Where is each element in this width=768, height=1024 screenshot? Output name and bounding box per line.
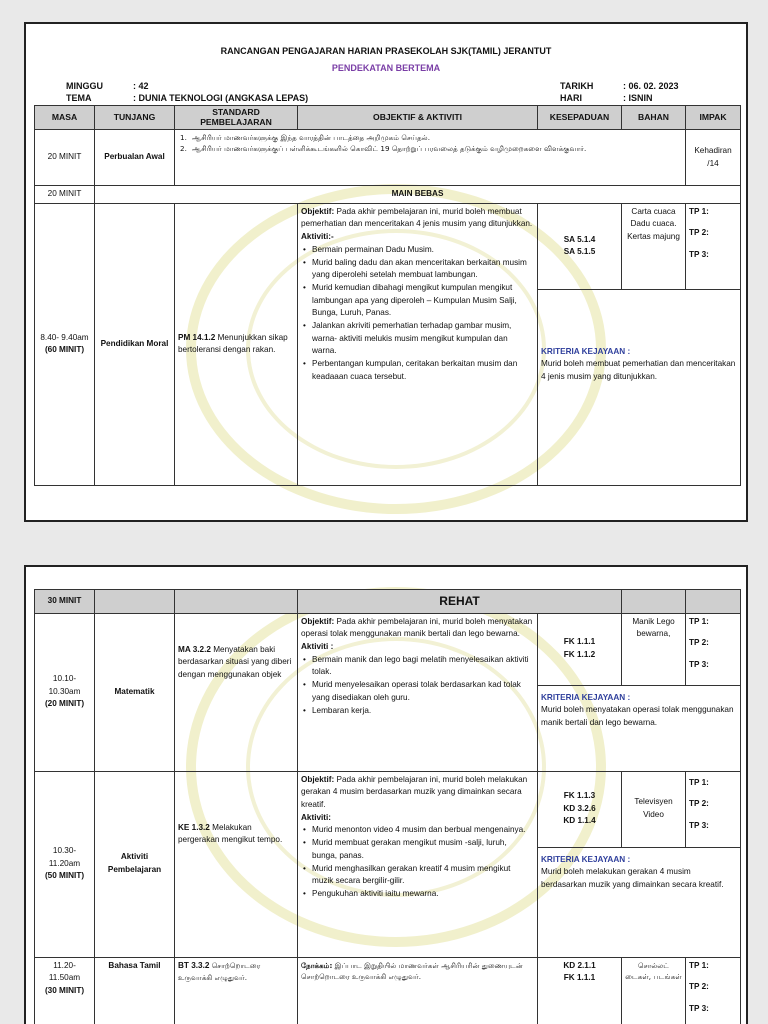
aktiviti-kriteria: KRITERIA KEJAYAAN : Murid boleh melakukan gerakan 4 musim berdasarkan muzik yang dimainkan secara kreatif.: [538, 847, 741, 957]
perbualan-content: [175, 130, 686, 186]
moral-objektif-aktiviti: Objektif: Pada akhir pembelajaran ini, murid boleh membuat pemerhatian dan menceritakan 4 jenis musim yang ditunjukkan. Aktiviti:- • Bermain permainan Dadu Musim. • Murid baling dadu dan akan menceritakan berkaitan musim yang diperolehi setelah membuat lambungan. • Murid kemudian dibahagi mengikut kumpulan mengikut lambungan apa yang diperoleh – Kumpulan Musim Salji, Bunga, Luruh, Panas. • Jalankan akriviti pemerhatian terhadap gambar musim, warna- aktiviti melukis musim mengikut kumpulan dan warna. • Perbentangan kumpulan, ceritakan berkaitan musim dan keadaaan cuaca tersebut.: [298, 203, 538, 485]
matematik-kesepaduan: FK 1.1.1 FK 1.1.2: [538, 613, 622, 685]
col-masa: MASA: [35, 106, 95, 130]
moral-bahan: Carta cuaca Dadu cuaca. Kertas majung: [622, 203, 686, 289]
list-item: • Murid menyelesaikan operasi tolak berdasarkan kad tolak yang disediakan oleh guru.: [301, 679, 534, 704]
list-item: • Murid baling dadu dan akan menceritakan berkaitan musim yang diperolehi setelah membuat lambungan.: [301, 257, 534, 282]
moral-kriteria: KRITERIA KEJAYAAN : Murid boleh membuat pemerhatian dan menceritakan 4 jenis musim yang ditunjukkan.: [538, 289, 741, 485]
tamil-masa: 11.20- 11.50am (30 MINIT): [35, 957, 95, 1024]
matematik-bahan: Manik Lego bewarna,: [622, 613, 686, 685]
row-rehat: [35, 590, 741, 614]
list-item: • Perbentangan kumpulan, ceritakan berkaitan musim dan keadaaan cuaca tersebut.: [301, 358, 534, 383]
row-perbualan-awal: [35, 130, 741, 186]
rehat-label: REHAT: [298, 590, 622, 614]
tamil-impak: TP 1: TP 2: TP 3:: [686, 957, 741, 1024]
tamil-bahan: சொல்லட் டைகள், படங்கள்: [622, 957, 686, 1024]
hari-value: : ISNIN: [623, 93, 653, 103]
aktiviti-kesepaduan: FK 1.1.3 KD 3.2.6 KD 1.1.4: [538, 771, 622, 847]
row-main-bebas: [35, 186, 741, 204]
tarikh-label: TARIKH: [560, 81, 594, 91]
matematik-kriteria: KRITERIA KEJAYAAN : Murid boleh menyatakan operasi tolak menggunakan manik bertali dan lego bewarna.: [538, 685, 741, 771]
matematik-tunjang: Matematik: [95, 613, 175, 771]
rehat-masa: 30 MINIT: [35, 590, 95, 614]
tamil-kesepaduan: KD 2.1.1 FK 1.1.1: [538, 957, 622, 1024]
moral-impak: TP 1: TP 2: TP 3:: [686, 203, 741, 289]
lesson-plan-page-2: [24, 565, 748, 1024]
col-objektif: OBJEKTIF & AKTIVITI: [298, 106, 538, 130]
row-matematik: [35, 613, 741, 685]
main-bebas-masa: 20 MINIT: [35, 186, 95, 204]
list-item: • Pengukuhan aktiviti iaitu mewarna.: [301, 888, 534, 901]
perbualan-impak: Kehadiran /14: [686, 130, 741, 186]
col-tunjang: TUNJANG: [95, 106, 175, 130]
aktiviti-objektif-aktiviti: Objektif: Pada akhir pembelajaran ini, murid boleh melakukan gerakan 4 musim berdasarkan muzik yang dimainkan secara kreatif. Aktiviti: • Murid menonton video 4 musim dan berbual mengenainya. • Murid membuat gerakan mengikut musim -salji, luruh, bunga, panas. • Murid menghasilkan gerakan kreatif 4 musim mengikut muzik secara bergilir-gilir. • Pengukuhan aktiviti iaitu mewarna.: [298, 771, 538, 957]
moral-masa: 8.40- 9.40am (60 MINIT): [35, 203, 95, 485]
moral-standard: PM 14.1.2 Menunjukkan sikap bertoleransi dengan rakan.: [175, 203, 298, 485]
perbualan-item: 2. ஆசிரியர் மாணவர்களுக்குப் பள்ளிக்கூடங்களில் கொவிட் 19 தொற்றுப் பரவலைத் தடுக்கும் வழிமுறைகளை விளக்குவார்.: [180, 144, 587, 154]
tamil-standard: BT 3.3.2 சொற்றொடரை உருவாக்கி எழுதுவர்.: [175, 957, 298, 1024]
row-pendidikan-moral: [35, 203, 741, 289]
aktiviti-impak: TP 1: TP 2: TP 3:: [686, 771, 741, 847]
list-item: • Jalankan akriviti pemerhatian terhadap gambar musim, warna- aktiviti melukis musim mengikut kumpulan dan warna.: [301, 320, 534, 358]
perbualan-item: 1. ஆசிரியர் மாணவர்களுக்கு இந்த வாரத்தின் பாடத்தை அறிமுகம் செய்தல்.: [180, 133, 431, 142]
moral-tunjang: Pendidikan Moral: [95, 203, 175, 485]
tamil-objektif: நோக்கம்: இப்பாட இறுதியில் மாணவர்கள் ஆசிரியரின் துணையுடன் சொற்றொடரை உருவாக்கி எழுதுவர்.: [298, 957, 538, 1024]
tema-value: : DUNIA TEKNOLOGI (ANGKASA LEPAS): [133, 93, 309, 103]
minggu-value: : 42: [133, 81, 149, 91]
tema-label: TEMA: [66, 93, 92, 103]
page-subtitle: PENDEKATAN BERTEMA: [331, 63, 441, 73]
matematik-aktiviti-list: [301, 654, 534, 718]
list-item: • Bermain permainan Dadu Musim.: [301, 244, 534, 257]
perbualan-tunjang: Perbualan Awal: [95, 130, 175, 186]
lesson-table-1: [34, 105, 741, 486]
lesson-plan-page-1: [24, 22, 748, 522]
list-item: • Murid membuat gerakan mengikut musim -salji, luruh, bunga, panas.: [301, 837, 534, 862]
row-aktiviti-pembelajaran: [35, 771, 741, 847]
matematik-impak: TP 1: TP 2: TP 3:: [686, 613, 741, 685]
perbualan-masa: 20 MINIT: [35, 130, 95, 186]
page-title: RANCANGAN PENGAJARAN HARIAN PRASEKOLAH SJK(TAMIL) JERANTUT: [220, 46, 552, 56]
main-bebas-label: MAIN BEBAS: [95, 186, 741, 204]
minggu-label: MINGGU: [66, 81, 103, 91]
moral-aktiviti-list: [301, 244, 534, 384]
aktiviti-tunjang: Aktiviti Pembelajaran: [95, 771, 175, 957]
matematik-standard: MA 3.2.2 Menyatakan baki berdasarkan situasi yang diberi dengan menggunakan objek: [175, 613, 298, 771]
aktiviti-list: [301, 824, 534, 900]
row-bahasa-tamil: [35, 957, 741, 1024]
table-header-row: [35, 106, 741, 130]
tamil-tunjang: Bahasa Tamil: [95, 957, 175, 1024]
list-item: • Murid menghasilkan gerakan kreatif 4 musim mengikut muzik secara bergilir-gilir.: [301, 863, 534, 888]
col-bahan: BAHAN: [622, 106, 686, 130]
aktiviti-masa: 10.30- 11.20am (50 MINIT): [35, 771, 95, 957]
list-item: • Murid kemudian dibahagi mengikut kumpulan mengikut lambungan apa yang diperoleh – Kumpulan Musim Salji, Bunga, Luruh, Panas.: [301, 282, 534, 320]
moral-kesepaduan: SA 5.1.4 SA 5.1.5: [538, 203, 622, 289]
list-item: • Bermain manik dan lego bagi melatih menyelesaikan aktiviti tolak.: [301, 654, 534, 679]
hari-label: HARI: [560, 93, 582, 103]
matematik-masa: 10.10- 10.30am (20 MINIT): [35, 613, 95, 771]
col-standard: STANDARD PEMBELAJARAN: [175, 106, 298, 130]
list-item: • Murid menonton video 4 musim dan berbual mengenainya.: [301, 824, 534, 837]
lesson-table-2: [34, 589, 741, 1024]
col-kesepaduan: KESEPADUAN: [538, 106, 622, 130]
col-impak: IMPAK: [686, 106, 741, 130]
list-item: • Lembaran kerja.: [301, 705, 534, 718]
aktiviti-standard: KE 1.3.2 Melakukan pergerakan mengikut tempo.: [175, 771, 298, 957]
matematik-objektif-aktiviti: Objektif: Pada akhir pembelajaran ini, murid boleh menyatakan operasi tolak menggunakan manik bertali dan lego bewarna. Aktiviti : • Bermain manik dan lego bagi melatih menyelesaikan aktiviti tolak. • Murid menyelesaikan operasi tolak berdasarkan kad tolak yang disediakan oleh guru. • Lembaran kerja.: [298, 613, 538, 771]
tarikh-value: : 06. 02. 2023: [623, 81, 679, 91]
aktiviti-bahan: Televisyen Video: [622, 771, 686, 847]
